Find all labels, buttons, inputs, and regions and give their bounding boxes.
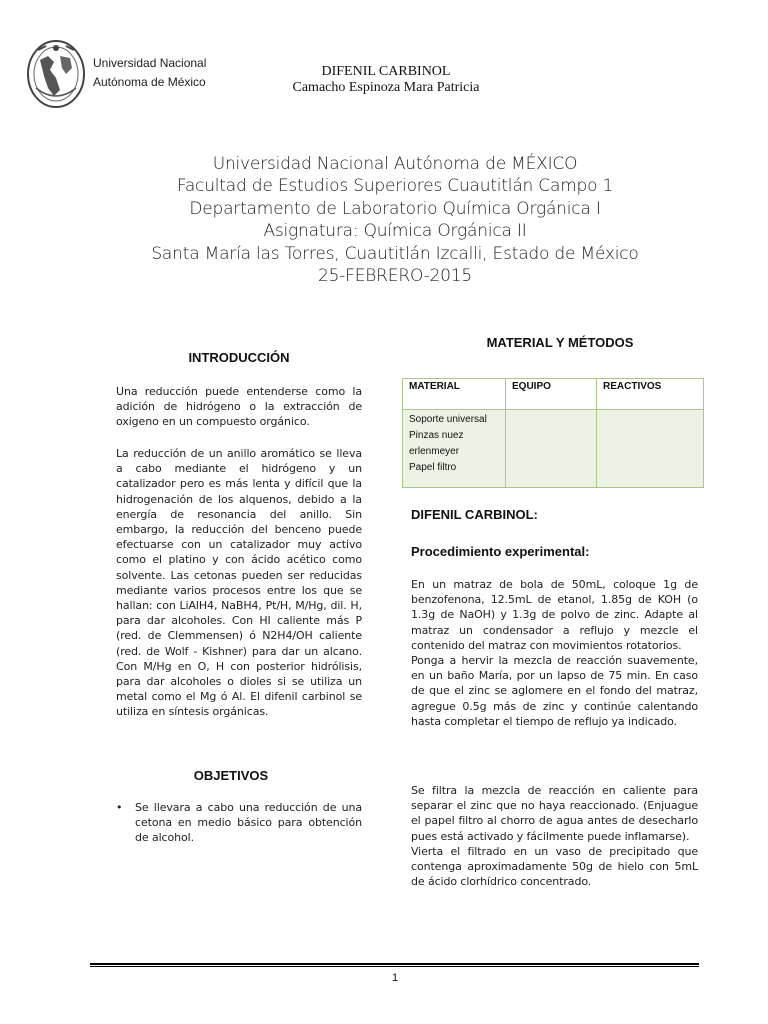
- title-block: [0, 153, 768, 287]
- difenil-carbinol-heading: DIFENIL CARBINOL:: [411, 507, 538, 522]
- bullet-icon: •: [116, 801, 123, 814]
- introduccion-heading: INTRODUCCIÓN: [188, 350, 290, 365]
- equipo-cell: [506, 410, 597, 488]
- footer-rule: [90, 963, 699, 965]
- document-header: [230, 64, 542, 96]
- materials-table: [402, 378, 704, 488]
- document-title: DIFENIL CARBINOL: [321, 64, 451, 79]
- page-number: 1: [391, 972, 399, 984]
- material-item: Soporte universal: [409, 414, 487, 425]
- table-row: [403, 410, 704, 488]
- introduccion-paragraph-2: La reducción de un anillo aromático se lleva a cabo mediante el hidrógeno y un catalizador pero es más lenta y difícil que la hidrogenación de los alquenos, debido a la energía de resonancia del anillo. Sin embargo, la reducción del benceno puede efectuarse con un catalizador muy activo como el platino y con ácido acético como solvente. Las cetonas pueden ser reducidas mediante varios procesos entre los que se hallan: con LiAlH4, NaBH4, Pt/H, M/Hg, dil. H, para dar alcoholes. Con HI caliente más P (red. de Clemmensen) ó N2H4/OH caliente (red. de Wolf - Kishner) para dar un alcano. Con M/Hg en O, H con posterior hidrólisis, para dar alcoholes o dioles si se utiliza un metal como el Mg ó Al. El difenil carbinol se utiliza en síntesis orgánicas.: [116, 447, 362, 719]
- title-line-3: Departamento de Laboratorio Química Orgánica I: [189, 198, 601, 219]
- procedimiento-text: Se filtra la mezcla de reacción en caliente para separar el zinc que no haya reaccionado. (Enjuague el papel filtro al chorro de agua antes de desecharlo pues está activado y fácilmente puede inflamarse).: [411, 784, 698, 843]
- objetivo-text: Se llevara a cabo una reducción de una cetona en medio básico para obtención de alcohol.: [135, 801, 362, 845]
- col-material-header: MATERIAL: [403, 379, 506, 410]
- material-item: erlenmeyer: [409, 446, 460, 457]
- procedimiento-text: Ponga a hervir la mezcla de reacción suavemente, en un baño María, por un lapso de 75 min. En caso de que el zinc se aglomere en el fondo del matraz, agregue 0.5g más de zinc y continúe calentando hasta completar el tiempo de reflujo ya indicado.: [411, 654, 698, 728]
- unam-seal-logo: [26, 38, 86, 110]
- title-line-5: Santa María las Torres, Cuautitlán Izcalli, Estado de México: [151, 243, 639, 264]
- procedimiento-paragraph-2: [411, 783, 698, 889]
- reactivos-cell: [597, 410, 704, 488]
- objetivos-list-item: [116, 800, 362, 846]
- procedimiento-heading: Procedimiento experimental:: [411, 544, 590, 559]
- university-line-2: Autónoma de México: [93, 75, 206, 89]
- title-line-2: Facultad de Estudios Superiores Cuautitlán Campo 1: [176, 176, 614, 197]
- university-line-1: Universidad Nacional: [93, 56, 207, 70]
- col-equipo-header: EQUIPO: [506, 379, 597, 410]
- title-line-1: Universidad Nacional Autónoma de MÉXICO: [212, 154, 578, 174]
- procedimiento-text: Vierta el filtrado en un vaso de precipitado que contenga aproximadamente 50g de hielo con 5mL de ácido clorhídrico concentrado.: [411, 844, 698, 889]
- footer-rule: [90, 966, 699, 967]
- material-metodos-heading: MATERIAL Y MÉTODOS: [486, 335, 634, 350]
- table-header-row: [403, 379, 704, 410]
- objetivos-heading: OBJETIVOS: [193, 768, 269, 783]
- title-line-6: 25-FEBRERO-2015: [317, 266, 473, 287]
- material-item: Pinzas nuez: [409, 430, 464, 441]
- author-name: Camacho Espinoza Mara Patricia: [292, 80, 480, 95]
- procedimiento-paragraph-1: [411, 577, 698, 729]
- university-name: [93, 54, 206, 92]
- material-cell: [403, 410, 506, 488]
- material-item: Papel filtro: [409, 462, 457, 473]
- col-reactivos-header: REACTIVOS: [597, 379, 704, 410]
- title-line-4: Asignatura: Química Orgánica II: [263, 221, 527, 242]
- procedimiento-text: En un matraz de bola de 50mL, coloque 1g de benzofenona, 12.5mL de etanol, 1.85g de KOH (o 1.3g de NaOH) y 1.3g de polvo de zinc. Adapte al matraz un condensador a reflujo y mezcle el contenido del matraz con movimientos rotatorios.: [411, 578, 698, 652]
- introduccion-paragraph-1: Una reducción puede entenderse como la adición de hidrógeno o la extracción de oxigeno en un compuesto orgánico.: [116, 385, 362, 429]
